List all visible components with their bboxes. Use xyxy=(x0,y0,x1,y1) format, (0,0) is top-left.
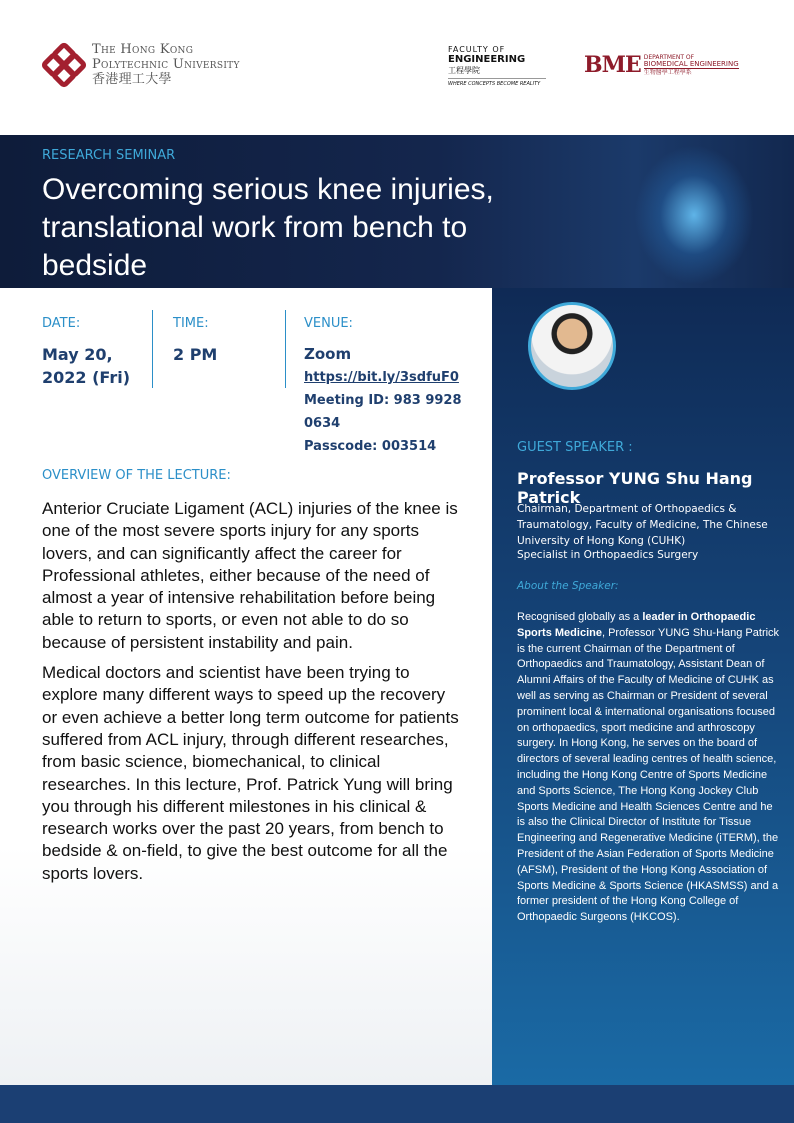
bme-logo xyxy=(584,52,739,78)
polyu-emblem-icon xyxy=(42,43,86,87)
footer-bar xyxy=(0,1085,794,1123)
time-label: TIME: xyxy=(173,316,209,331)
overview-paragraph: Anterior Cruciate Ligament (ACL) injuries of the knee is one of the most severe sports injury for any sports lovers, and can significantly affect the career for Professional athletes, either because of the need of almost a year of intensive rehabilitation before being able to return to sports, or even not able to do so because of persistent instability and pain. xyxy=(42,499,458,652)
meeting-id: Meeting ID: 983 9928 0634 xyxy=(304,393,462,431)
about-label: About the Speaker: xyxy=(517,580,619,592)
bme-logo-mark: BME xyxy=(584,52,641,78)
venue-label: VENUE: xyxy=(304,316,353,331)
speaker-title: Chairman, Department of Orthopaedics & Traumatology, Faculty of Medicine, The Chinese University of Hong Kong (CUHK) xyxy=(517,503,768,547)
venue-block xyxy=(304,316,492,458)
overview-label: OVERVIEW OF THE LECTURE: xyxy=(42,468,231,483)
faculty-line1: FACULTY OF xyxy=(448,45,506,54)
bme-line3: 生物醫學工程學系 xyxy=(643,69,692,76)
date-block xyxy=(42,316,130,389)
faculty-line3: 工程學院 xyxy=(448,66,480,75)
event-details xyxy=(0,288,492,1085)
bio-text: , Professor YUNG Shu-Hang Patrick is the current Chairman of the Department of Orthopaedics and Traumatology, Assistant Dean of Alumni Affairs of the Faculty of Medicine of CUHK as well as serving as Chairman or President of several prominent local & international organisations focused on orthopaedics, sport medicine and arthroscopy surgery. In Hong Kong, he serves on the board of directors of several leading centres of health science, including the Hong Kong Centre of Sports Medicine and Sports Science, The Hong Kong Jockey Club Sports Medicine and Health Sciences Centre and he is also the Clinical Director of Institute for Tissue Engineering and Regenerative Medicine (iTERM), the President of the Asian Federation of Sports Medicine (AFSM), President of the Hong Kong Association of Sports Medicine & Sports Science (HKASMSS) and a former president of the Hong Kong College of Orthopaedic Surgeons (HKCOS). xyxy=(517,626,780,924)
bme-line1: DEPARTMENT OF xyxy=(643,54,695,61)
guest-speaker-label: GUEST SPEAKER : xyxy=(517,440,633,455)
bio-text: Recognised globally as a xyxy=(517,611,643,623)
date-value-line1: May 20, xyxy=(42,345,113,364)
speaker-bio xyxy=(517,610,782,926)
polyu-name-line1: The Hong Kong xyxy=(92,42,194,57)
faculty-tagline: WHERE CONCEPTS BECOME REALITY xyxy=(448,78,546,87)
date-value-line2: 2022 (Fri) xyxy=(42,368,131,387)
header xyxy=(0,0,794,135)
divider xyxy=(285,310,286,388)
time-block xyxy=(173,316,217,366)
polyu-name-line2: Polytechnic University xyxy=(92,57,240,72)
zoom-link[interactable]: https://bit.ly/3sdfuF0 xyxy=(304,370,459,385)
polyu-name-chinese: 香港理工大學 xyxy=(92,72,172,87)
time-value: 2 PM xyxy=(173,345,218,364)
faculty-line2: ENGINEERING xyxy=(448,54,526,65)
venue-value: Zoom xyxy=(304,345,352,363)
passcode: Passcode: 003514 xyxy=(304,439,437,454)
polyu-logo xyxy=(42,42,240,87)
title-banner xyxy=(0,135,794,288)
bio-highlight: leader in Orthopaedic Sports Medicine xyxy=(517,611,756,639)
overview-paragraph: Medical doctors and scientist have been trying to explore many different ways to speed up the recovery or even achieve a better long term outcome for patients suffered from ACL injury, through different researches, from basic science, biomechanical, to clinical researches. In this lecture, Prof. Patrick Yung will bring you through his different milestones in his clinical & research works over the past 20 years, from bench to bedside & on-field, to give the best outcome for all the sports lovers. xyxy=(42,663,459,883)
speaker-panel xyxy=(492,288,794,1085)
seminar-title: Overcoming serious knee injuries, translational work from bench to bedside xyxy=(42,173,494,282)
bme-line2: BIOMEDICAL ENGINEERING xyxy=(643,60,739,68)
divider xyxy=(152,310,153,388)
overview-body xyxy=(42,498,462,893)
dna-figure-image xyxy=(634,145,754,285)
date-label: DATE: xyxy=(42,316,81,331)
speaker-photo xyxy=(528,302,616,390)
speaker-specialty: Specialist in Orthopaedics Surgery xyxy=(517,549,699,561)
seminar-tag: RESEARCH SEMINAR xyxy=(42,148,176,163)
speaker-name: Professor YUNG Shu Hang Patrick xyxy=(517,469,753,507)
faculty-engineering-logo xyxy=(448,45,546,87)
